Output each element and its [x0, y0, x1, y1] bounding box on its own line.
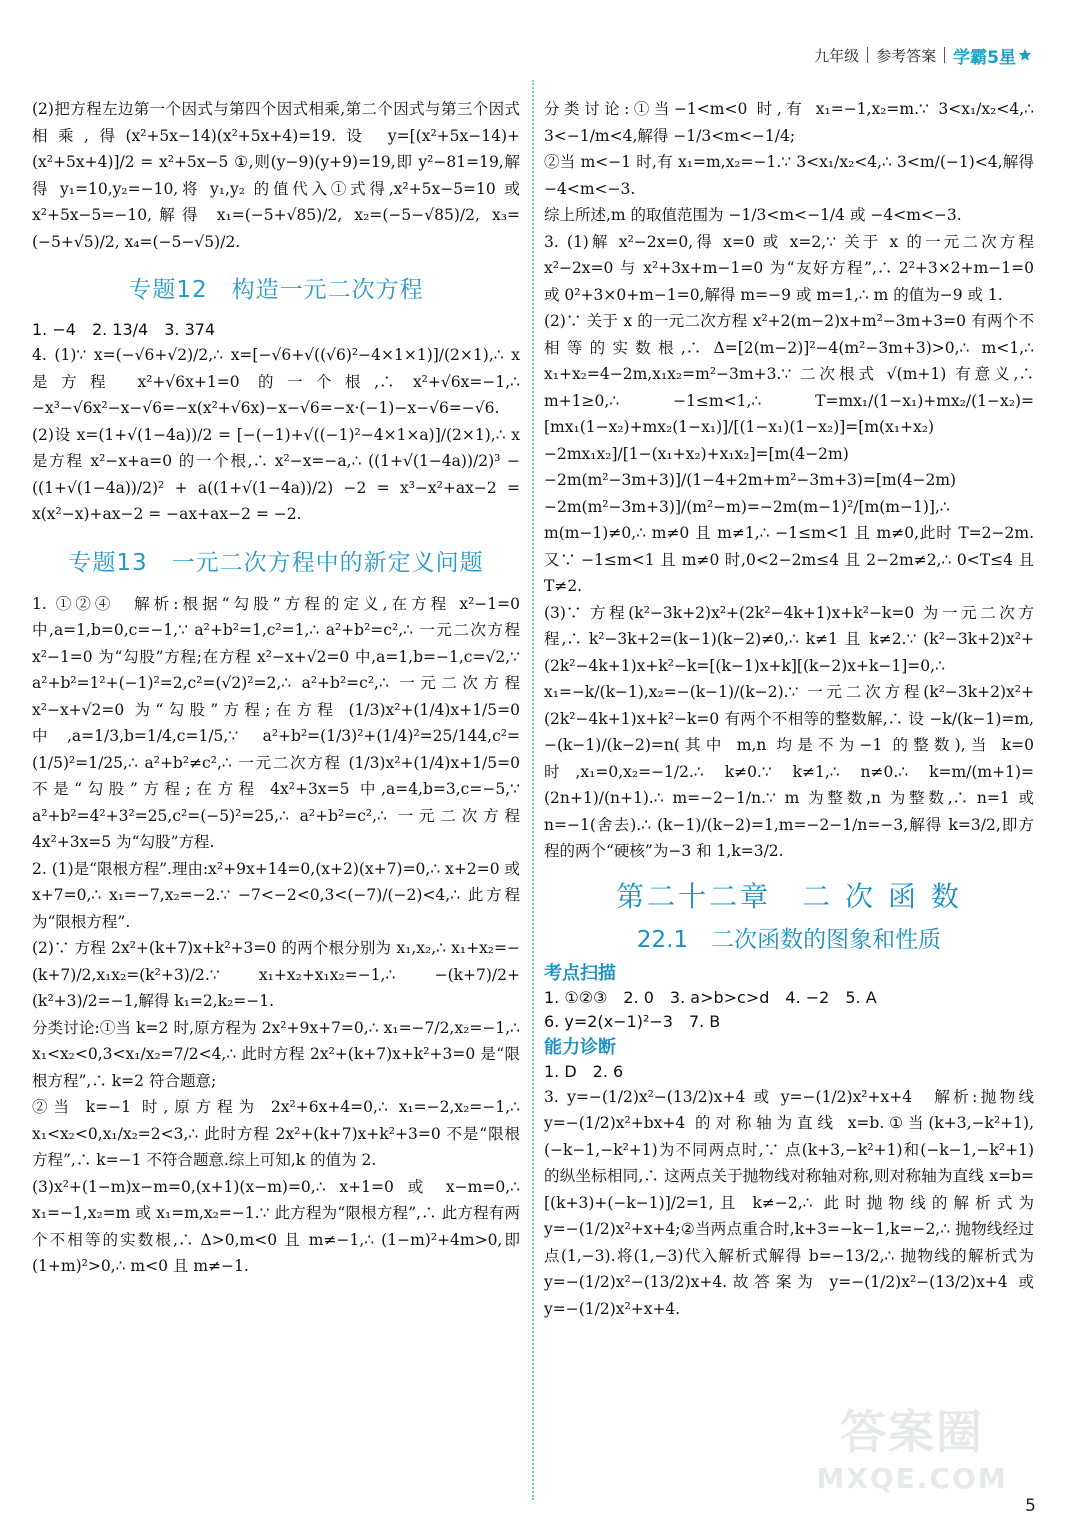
case-summary: 综上所述,m 的取值范围为 −1/3<m<−1/4 或 −4<m<−3.: [544, 206, 962, 224]
topic-13-q2-part1: 2. (1)是“限根方程”.理由:x²+9x+14=0,(x+2)(x+7)=0,∴ x+2=0 或 x+7=0,∴ x₁=−7,x₂=−2.∵ −7<−2<0,3<(−7)/(−2)<4,∴ 此方程为“限根方程”.: [32, 859, 521, 931]
left-column: [32, 96, 520, 1280]
column-divider: [532, 80, 534, 1500]
exam-points-answers-1: 1. ①②③ 2. 0 3. a>b>c>d 4. −2 5. A: [544, 987, 877, 1007]
case-discussion-2: ②当 m<−1 时,有 x₁=m,x₂=−1.∵ 3<x₁/x₂<4,∴ 3<m/(−1)<4,解得 −4<m<−3.: [544, 153, 1034, 198]
topic-13-q2-case1: 分类讨论:①当 k=2 时,原方程为 2x²+9x+7=0,∴ x₁=−7/2,x₂=−1,∴ x₁<x₂<0,3<x₁/x₂=7/2<4,∴ 此时方程 2x²+(k+7)x+k²+3=0 是“限根方程”,∴ k=2 符合题意;: [32, 1018, 520, 1090]
page-number: 5: [1025, 1496, 1036, 1516]
section-heading: 22.1 二次函数的图象和性质: [636, 926, 942, 953]
right-column: [544, 96, 1034, 1322]
header-separator: [867, 47, 868, 63]
header-grade: 九年级: [814, 46, 860, 65]
header-section: 参考答案: [876, 46, 937, 65]
header-separator-2: [944, 47, 945, 63]
topic-13-q3-part3: (3)∵ 方程(k²−3k+2)x²+(2k²−4k+1)x+k²−k=0 为一元二次方程,∴ k²−3k+2=(k−1)(k−2)≠0,∴ k≠1 且 k≠2.∵ (k²−3k+2)x²+(2k²−4k+1)x+k²−k=[(k−1)x+k][(k−2)x+k−1]=0,∴ x₁=−k/(k−1),x₂=−(k−1)/(k−2).∵ 一元二次方程(k²−3k+2)x²+(2k²−4k+1)x+k²−k=0 有两个不相等的整数解,∴ 设 −k/(k−1)=m,−(k−1)/(k−2)=n(其中 m,n 均是不为−1 的整数),当 k=0 时,x₁=0,x₂=−1/2.∴ k≠0.∵ k≠1,∴ n≠0.∴ k=m/(m+1)=(2n+1)/(n+1).∴ m=−2−1/n.∵ m 为整数,n 为整数,∴ n=1 或 n=−1(舍去).∴ (k−1)/(k−2)=1,m=−2−1/n=−3,解得 k=3/2,即方程的两个“硬核”为−3 和 1,k=3/2.: [544, 603, 1034, 860]
topic-13-q2-case2: ②当 k=−1 时,原方程为 2x²+6x+4=0,∴ x₁=−2,x₂=−1,∴ x₁<x₂<0,x₁/x₂=2<3,∴ 此时方程 2x²+(k+7)x+k²+3=0 不是“限根方程”,∴ k=−1 不符合题意.综上可知,k 的值为 2.: [32, 1098, 520, 1169]
topic-13-heading: 专题13 一元二次方程中的新定义问题: [68, 549, 484, 576]
topic-12-answers: 1. −4 2. 13/4 3. 374: [32, 320, 216, 339]
case-discussion-1: 分类讨论:①当−1<m<0 时,有 x₁=−1,x₂=m.∵ 3<x₁/x₂<4,∴ 3<−1/m<4,解得 −1/3<m<−1/4;: [544, 100, 1034, 145]
topic-12-q4-part1: 4. (1)∵ x=(−√6+√2)/2,∴ x=[−√6+√((√6)²−4×1×1)]/(2×1),∴ x 是方程 x²+√6x+1=0 的一个根,∴ x²+√6x=−1,∴ −x³−√6x²−x−√6=−x(x²+√6x)−x−√6=−x·(−1)−x−√6=−√6.: [32, 346, 520, 417]
ability-answers-1: 1. D 2. 6: [544, 1061, 624, 1081]
ability-q3: 3. y=−(1/2)x²−(13/2)x+4 或 y=−(1/2)x²+x+4 解析:抛物线 y=−(1/2)x²+bx+4 的对称轴为直线 x=b.①当(k+3,−k²+1),(−k−1,−k²+1)为不同两点时,∵ 点(k+3,−k²+1)和(−k−1,−k²+1)的纵坐标相同,∴ 这两点关于抛物线对称轴对称,则对称轴为直线 x=b=[(k+3)+(−k−1)]/2=1,且 k≠−2,∴ 此时抛物线的解析式为 y=−(1/2)x²+x+4;②当两点重合时,k+3=−k−1,k=−2,∴ 抛物线经过点(1,−3).将(1,−3)代入解析式解得 b=−13/2,∴ 抛物线的解析式为 y=−(1/2)x²−(13/2)x+4.故答案为 y=−(1/2)x²−(13/2)x+4 或 y=−(1/2)x²+x+4.: [544, 1087, 1034, 1318]
watermark-cn: 答案圈: [840, 1405, 984, 1459]
topic-13-q1: 1. ①②④ 解析:根据“勾股”方程的定义,在方程 x²−1=0 中,a=1,b=0,c=−1,∵ a²+b²=1,c²=1,∴ a²+b²=c²,∴ 一元二次方程 x²−1=0 为“勾股”方程;在方程 x²−x+√2=0 中,a=1,b=−1,c=√2,∵ a²+b²=1²+(−1)²=2,c²=(√2)²=2,∴ a²+b²=c²,∴ 一元二次方程 x²−x+√2=0 为“勾股”方程;在方程 (1/3)x²+(1/4)x+1/5=0 中,a=1/3,b=1/4,c=1/5,∵ a²+b²=(1/3)²+(1/4)²=25/144,c²=(1/5)²=1/25,∴ a²+b²≠c²,∴ 一元二次方程 (1/3)x²+(1/4)x+1/5=0 不是“勾股”方程;在方程 4x²+3x=5 中,a=4,b=3,c=−5,∵ a²+b²=4²+3²=25,c²=(−5)²=25,∴ a²+b²=c²,∴ 一元二次方程 4x²+3x=5 为“勾股”方程.: [32, 594, 520, 851]
topic11-answer-2: (2)把方程左边第一个因式与第四个因式相乘,第二个因式与第三个因式相乘,得(x²+5x−14)(x²+5x+4)=19.设 y=[(x²+5x−14)+(x²+5x+4)]/2 = x²+5x−5 ①,则(y−9)(y+9)=19,即 y²−81=19,解得 y₁=10,y₂=−10,将 y₁,y₂ 的值代入①式得,x²+5x−5=10 或 x²+5x−5=−10,解得 x₁=(−5+√85)/2, x₂=(−5−√85)/2, x₃=(−5+√5)/2, x₄=(−5−√5)/2.: [32, 100, 520, 251]
topic-13-q3-part1: 3. (1)解 x²−2x=0,得 x=0 或 x=2,∵ 关于 x 的一元二次方程 x²−2x=0 与 x²+3x+m−1=0 为“友好方程”,∴ 2²+3×2+m−1=0 或 0²+3×0+m−1=0,解得 m=−9 或 m=1,∴ m 的值为−9 或 1.: [544, 232, 1034, 304]
brand-text: 学霸5星: [953, 47, 1016, 68]
topic-12-q4-part2: (2)设 x=(1+√(1−4a))/2 = [−(−1)+√((−1)²−4×1×a)]/(2×1),∴ x 是方程 x²−x+a=0 的一个根,∴ x²−x=−a,∴ ((1+√(1−4a))/2)³ − ((1+√(1−4a))/2)² + a((1+√(1−4a))/2) −2 = x³−x²+ax−2 = x(x²−x)+ax−2 = −ax+ax−2 = −2.: [32, 425, 520, 523]
ability-diagnosis-heading: 能力诊断: [544, 1036, 616, 1058]
star-icon: [1018, 48, 1032, 62]
exam-points-answers-2: 6. y=2(x−1)²−3 7. B: [544, 1011, 721, 1031]
brand-logo: [953, 43, 1032, 68]
topic-13-q2-part2: (2)∵ 方程 2x²+(k+7)x+k²+3=0 的两个根分别为 x₁,x₂,∴ x₁+x₂=−(k+7)/2,x₁x₂=(k²+3)/2.∵ x₁+x₂+x₁x₂=−1,∴ −(k+7)/2+(k²+3)/2=−1,解得 k₁=2,k₂=−1.: [32, 939, 520, 1010]
topic-12-heading: 专题12 构造一元二次方程: [128, 277, 424, 303]
chapter-heading: 第二十二章 二 次 函 数: [616, 879, 962, 913]
watermark-en: MXQE.COM: [816, 1462, 1008, 1495]
watermark: [812, 1396, 1012, 1506]
topic-13-q2-part3: (3)x²+(1−m)x−m=0,(x+1)(x−m)=0,∴ x+1=0 或 x−m=0,∴ x₁=−1,x₂=m 或 x₁=m,x₂=−1.∵ 此方程为“限根方程”,∴ 此方程有两个不相等的实数根,∴ Δ>0,m<0 且 m≠−1,∴ (1−m)²+4m>0,即(1+m)²>0,∴ m<0 且 m≠−1.: [32, 1177, 520, 1275]
exam-points-heading: 考点扫描: [544, 962, 616, 984]
topic-13-q3-part2: (2)∵ 关于 x 的一元二次方程 x²+2(m−2)x+m²−3m+3=0 有两个不相等的实数根,∴ Δ=[2(m−2)]²−4(m²−3m+3)>0,∴ m<1,∴ x₁+x₂=4−2m,x₁x₂=m²−3m+3.∵ 二次根式 √(m+1) 有意义,∴ m+1≥0,∴ −1≤m<1,∴ T=mx₁/(1−x₁)+mx₂/(1−x₂)=[mx₁(1−x₂)+mx₂(1−x₁)]/[(1−x₁)(1−x₂)]=[m(x₁+x₂)−2mx₁x₂]/[1−(x₁+x₂)+x₁x₂]=[m(4−2m)−2m(m²−3m+3)]/(1−4+2m+m²−3m+3)=[m(4−2m)−2m(m²−3m+3)]/(m²−m)=−2m(m−1)²/[m(m−1)],∴ m(m−1)≠0,∴ m≠0 且 m≠1,∴ −1≤m<1 且 m≠0,此时 T=2−2m.又∵ −1≤m<1 且 m≠0 时,0<2−2m≤4 且 2−2m≠2,∴ 0<T≤4 且 T≠2.: [544, 312, 1034, 595]
page-header: [814, 42, 1032, 68]
